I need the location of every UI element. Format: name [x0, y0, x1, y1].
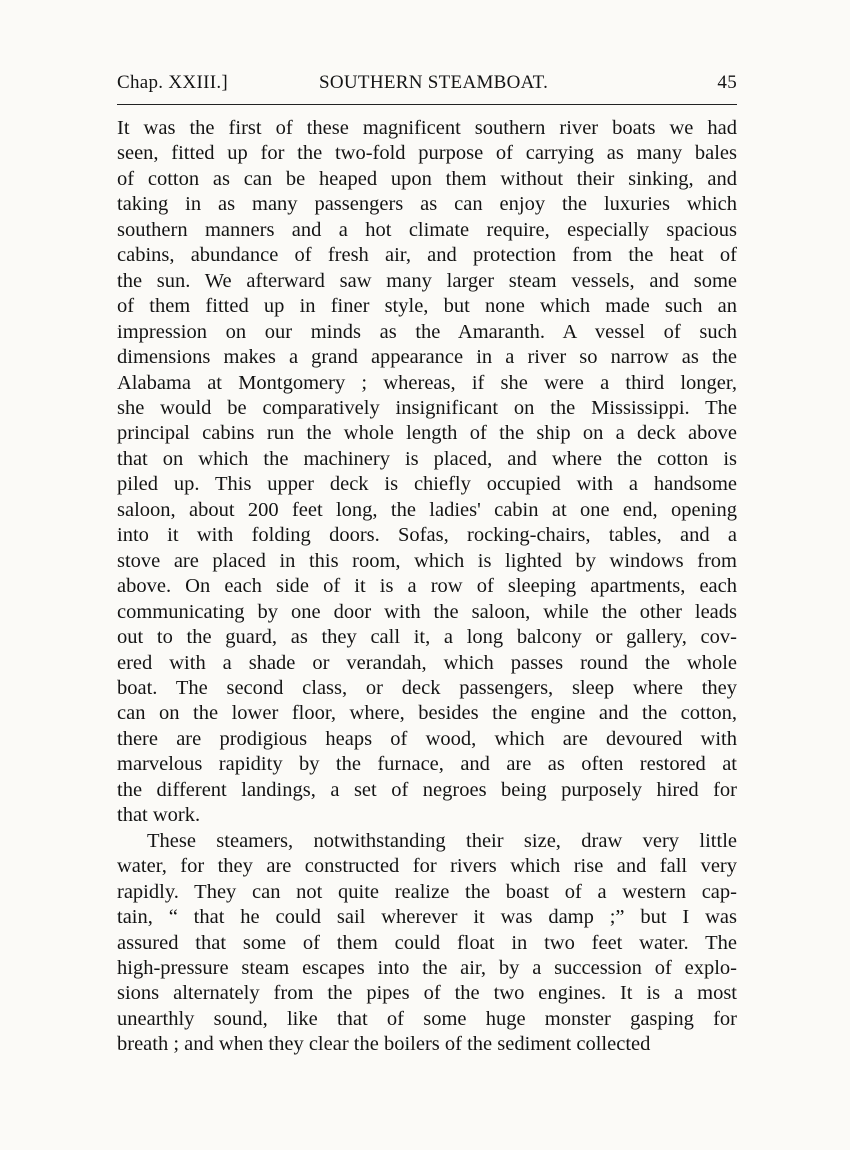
text-line: of them fitted up in finer style, but none which made such an [117, 295, 737, 318]
text-line: impression on our minds as the Amaranth. A vessel of such [117, 320, 737, 343]
text-line: taking in as many passengers as can enjoy the luxuries which [117, 193, 737, 216]
paragraph [117, 116, 737, 829]
page-number: 45 [717, 72, 737, 93]
text-line: that on which the machinery is placed, and where the cotton is [117, 447, 737, 470]
text-line: unearthly sound, like that of some huge monster gasping for [117, 1007, 737, 1030]
text-line: principal cabins run the whole length of the ship on a deck above [117, 422, 737, 445]
text-line: stove are placed in this room, which is lighted by windows from [117, 549, 737, 572]
text-line: These steamers, notwithstanding their size, draw very little [147, 829, 737, 852]
text-line: rapidly. They can not quite realize the boast of a western cap- [117, 880, 737, 903]
text-line: that work. [117, 804, 201, 827]
text-line: out to the guard, as they call it, a long balcony or gallery, cov- [117, 626, 737, 649]
text-line: water, for they are constructed for rivers which rise and fall very [117, 855, 737, 878]
text-line: the different landings, a set of negroes being purposely hired for [117, 778, 737, 801]
text-line: can on the lower floor, where, besides the engine and the cotton, [117, 702, 737, 725]
text-line: dimensions makes a grand appearance in a river so narrow as the [117, 346, 737, 369]
text-line: there are prodigious heaps of wood, which are devoured with [117, 727, 737, 750]
text-line: Alabama at Montgomery ; whereas, if she were a third longer, [117, 371, 737, 394]
text-line: high-pressure steam escapes into the air, by a succession of explo- [117, 956, 737, 979]
text-line: she would be comparatively insignificant on the Mississippi. The [117, 396, 737, 419]
header-rule [117, 104, 737, 105]
text-line: ered with a shade or verandah, which passes round the whole [117, 651, 737, 674]
text-line: of cotton as can be heaped upon them without their sinking, and [117, 167, 737, 190]
chapter-label: Chap. XXIII.] [117, 72, 229, 93]
text-line: boat. The second class, or deck passengers, sleep where they [117, 676, 737, 699]
running-head [117, 72, 737, 100]
body-text [117, 116, 737, 1058]
text-line: communicating by one door with the saloon, while the other leads [117, 600, 737, 623]
text-line: southern manners and a hot climate require, especially spacious [117, 218, 737, 241]
text-line: cabins, abundance of fresh air, and protection from the heat of [117, 244, 737, 267]
page-title: SOUTHERN STEAMBOAT. [319, 72, 549, 93]
text-line: into it with folding doors. Sofas, rocking-chairs, tables, and a [117, 524, 737, 547]
text-line: above. On each side of it is a row of sleeping apartments, each [117, 575, 737, 598]
text-line: saloon, about 200 feet long, the ladies' cabin at one end, opening [117, 498, 737, 521]
text-line: It was the first of these magnificent southern river boats we had [117, 117, 737, 139]
text-line: marvelous rapidity by the furnace, and are as often restored at [117, 753, 737, 776]
text-line: tain, “ that he could sail wherever it was damp ;” but I was [117, 906, 737, 929]
text-line: piled up. This upper deck is chiefly occupied with a handsome [117, 473, 737, 496]
text-line: seen, fitted up for the two-fold purpose of carrying as many bales [117, 142, 737, 165]
text-line: assured that some of them could float in two feet water. The [117, 931, 737, 954]
paragraph [117, 829, 737, 1058]
text-line: the sun. We afterward saw many larger steam vessels, and some [117, 269, 737, 292]
text-line: sions alternately from the pipes of the two engines. It is a most [117, 982, 737, 1005]
text-line: breath ; and when they clear the boilers of the sediment collected [117, 1033, 651, 1056]
